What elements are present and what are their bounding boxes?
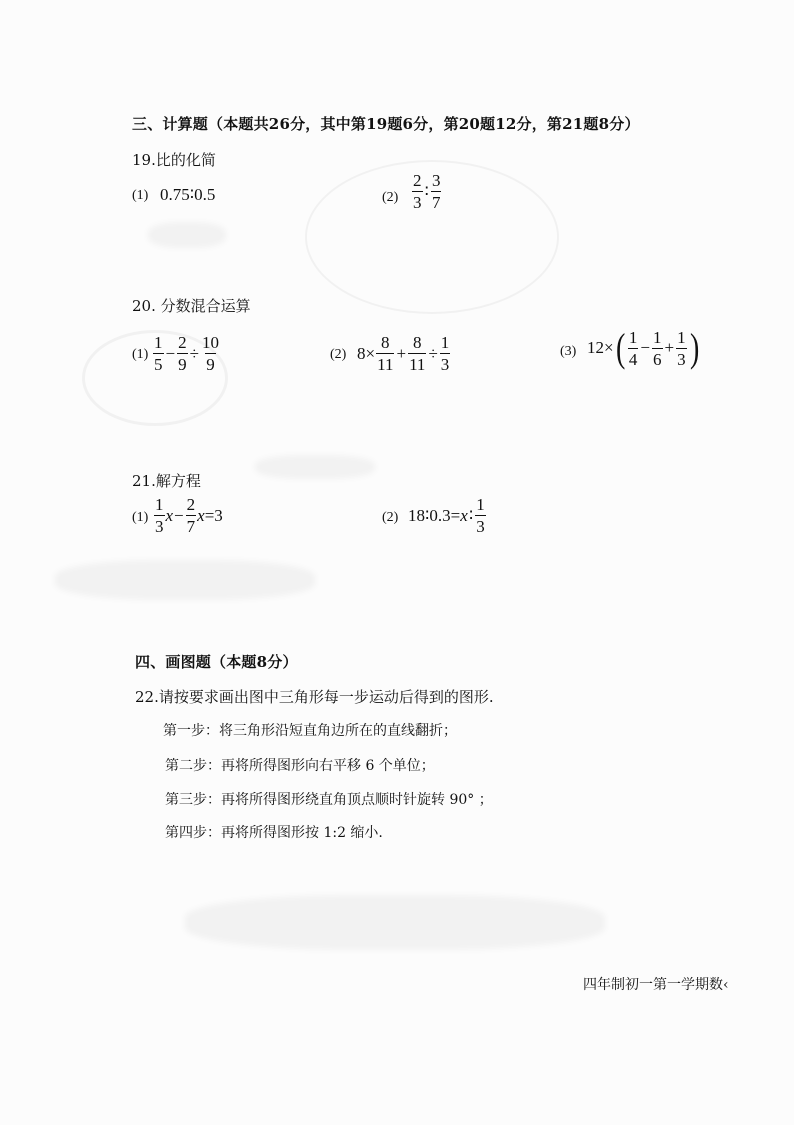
q21-part2-label: (2) — [382, 510, 399, 525]
scan-artifact — [255, 455, 375, 479]
fraction: $\frac{1}{3}$ — [155, 495, 164, 536]
question-20-title: 20. 分数混合运算 — [132, 297, 251, 315]
q22-step-3: 第三步：再将所得图形绕直角顶点顺时针旋转 90° ； — [165, 792, 493, 808]
fraction: $\frac{1}{3}$ — [440, 333, 450, 374]
q21-part1-label: (1) — [132, 510, 149, 525]
section-3-heading: 三、计算题（本题共26分，其中第19题6分，第20题12分，第21题8分） — [132, 115, 640, 133]
fraction: $\frac{2}{7}$ — [186, 495, 196, 536]
q22-step-1: 第一步：将三角形沿短直角边所在的直线翻折； — [163, 723, 457, 739]
question-21-title: 21.解方程 — [132, 472, 201, 490]
q21-part1-equation: $\frac{1}{3}$ x − $\frac{2}{7}$ x =3 — [155, 495, 223, 536]
q20-part2-label: (2) — [330, 347, 347, 362]
fraction: $\frac{1}{5}$ — [154, 333, 163, 374]
fraction: $\frac{1}{3}$ — [677, 327, 686, 369]
q20-part3-expression: 12× ( $\frac{1}{4}$ − $\frac{1}{6}$ + $\frac{1}{3}$ ) — [587, 325, 699, 370]
fraction: $\frac{3}{7}$ — [431, 171, 441, 212]
q22-step-2: 第二步：再将所得图形向右平移 6 个单位； — [165, 758, 435, 774]
q21-part2-equation: 18∶0.3= x ∶ $\frac{1}{3}$ — [408, 495, 485, 536]
fraction: $\frac{1}{4}$ — [628, 327, 638, 369]
page-footer: 四年制初一第一学期数‹ — [583, 977, 729, 993]
scan-artifact — [185, 895, 605, 950]
scan-artifact — [55, 560, 315, 600]
question-22-title: 22.请按要求画出图中三角形每一步运动后得到的图形. — [135, 688, 494, 706]
q19-part1-label: (1) — [132, 188, 149, 203]
q19-part2-label: (2) — [382, 190, 399, 205]
fraction: $\frac{2}{3}$ — [413, 171, 422, 212]
q20-part3-label: (3) — [560, 344, 577, 359]
q20-part1-expression: $\frac{1}{5}$ − $\frac{2}{9}$ ÷ $\frac{10}{9}$ — [154, 333, 219, 374]
question-19-title: 19.比的化简 — [132, 151, 216, 169]
fraction: $\frac{8}{11}$ — [377, 333, 394, 374]
q19-part1-expression: 0.75∶0.5 — [160, 185, 216, 204]
q20-part2-expression: 8× $\frac{8}{11}$ + $\frac{8}{11}$ ÷ $\frac{1}{3}$ — [357, 333, 450, 374]
q22-step-4: 第四步：再将所得图形按 1:2 缩小. — [165, 825, 383, 841]
fraction: $\frac{1}{6}$ — [653, 327, 662, 369]
q19-part2-expression: $\frac{2}{3}$ ∶ $\frac{3}{7}$ — [413, 171, 441, 212]
section-4-heading: 四、画图题（本题8分） — [135, 653, 298, 671]
q20-part1-label: (1) — [132, 347, 149, 362]
scan-artifact — [148, 222, 226, 248]
fraction: $\frac{10}{9}$ — [201, 333, 219, 374]
fraction: $\frac{8}{11}$ — [409, 333, 426, 374]
fraction: $\frac{2}{9}$ — [178, 333, 187, 374]
fraction: $\frac{1}{3}$ — [476, 495, 485, 536]
